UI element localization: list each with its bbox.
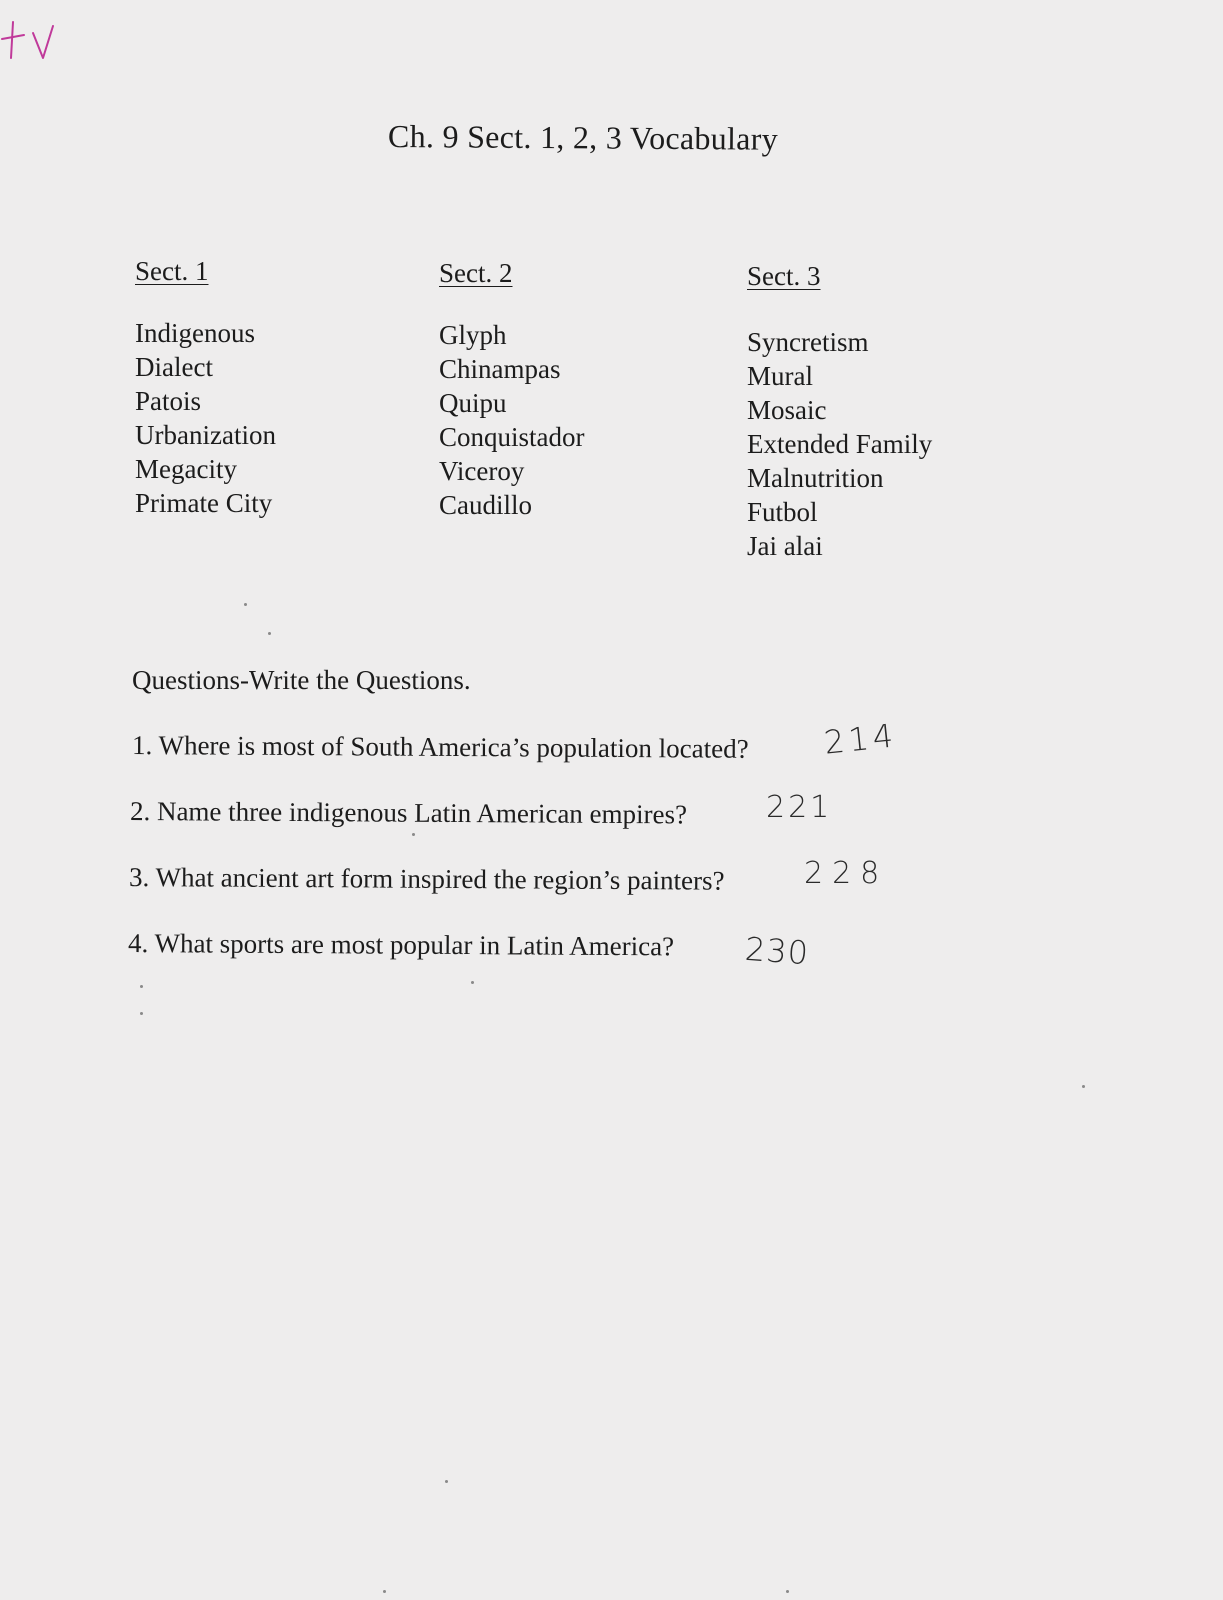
scan-speck <box>1082 1085 1085 1088</box>
question-1: 1. Where is most of South America’s population located? <box>131 730 749 764</box>
question-2: 2. Name three indigenous Latin American empires? <box>129 796 688 830</box>
vocab-term: Patois <box>135 386 202 416</box>
vocab-term: Jai alai <box>747 531 823 561</box>
vocab-column-sect-3 <box>747 259 932 563</box>
vocab-term: Syncretism <box>747 327 869 357</box>
questions-heading: Questions-Write the Questions. <box>132 665 471 695</box>
vocab-column-sect-1 <box>135 254 276 520</box>
section-heading: Sect. 2 <box>439 258 513 288</box>
handwritten-corner-mark <box>0 18 60 62</box>
scan-speck <box>383 1590 386 1593</box>
handwritten-page-number: 228 <box>804 856 889 891</box>
page-title: Ch. 9 Sect. 1, 2, 3 Vocabulary <box>387 118 779 157</box>
vocab-term: Dialect <box>135 352 213 382</box>
question-3: 3. What ancient art form inspired the region’s painters? <box>128 862 725 896</box>
section-heading: Sect. 3 <box>747 261 821 291</box>
scan-speck <box>471 981 474 984</box>
vocab-term: Urbanization <box>135 420 276 450</box>
vocab-term: Indigenous <box>135 318 255 348</box>
scan-speck <box>786 1590 789 1593</box>
question-4: 4. What sports are most popular in Latin America? <box>127 928 675 962</box>
vocab-term: Megacity <box>135 454 237 484</box>
vocab-term: Futbol <box>747 497 818 527</box>
vocab-term: Primate City <box>135 488 273 518</box>
scan-speck <box>268 632 271 635</box>
vocab-term: Malnutrition <box>747 463 884 493</box>
vocab-term: Glyph <box>439 320 507 350</box>
vocab-term: Mosaic <box>747 395 827 425</box>
vocab-term: Extended Family <box>747 429 933 459</box>
scan-speck <box>140 1012 143 1015</box>
scan-speck <box>140 985 143 988</box>
section-heading: Sect. 1 <box>135 256 209 286</box>
vocab-term: Quipu <box>439 388 507 418</box>
handwritten-page-number: 214 <box>822 716 899 762</box>
vocab-term: Mural <box>747 361 813 391</box>
scan-speck <box>445 1480 448 1483</box>
scan-speck <box>244 603 247 606</box>
vocab-term: Caudillo <box>439 490 532 520</box>
scan-speck <box>412 833 415 836</box>
vocab-term: Conquistador <box>439 422 585 452</box>
vocab-term: Viceroy <box>439 456 525 486</box>
handwritten-page-number: 221 <box>766 790 833 825</box>
vocab-term: Chinampas <box>439 354 561 384</box>
vocab-column-sect-2 <box>439 256 585 522</box>
handwritten-page-number: 230 <box>743 929 811 973</box>
